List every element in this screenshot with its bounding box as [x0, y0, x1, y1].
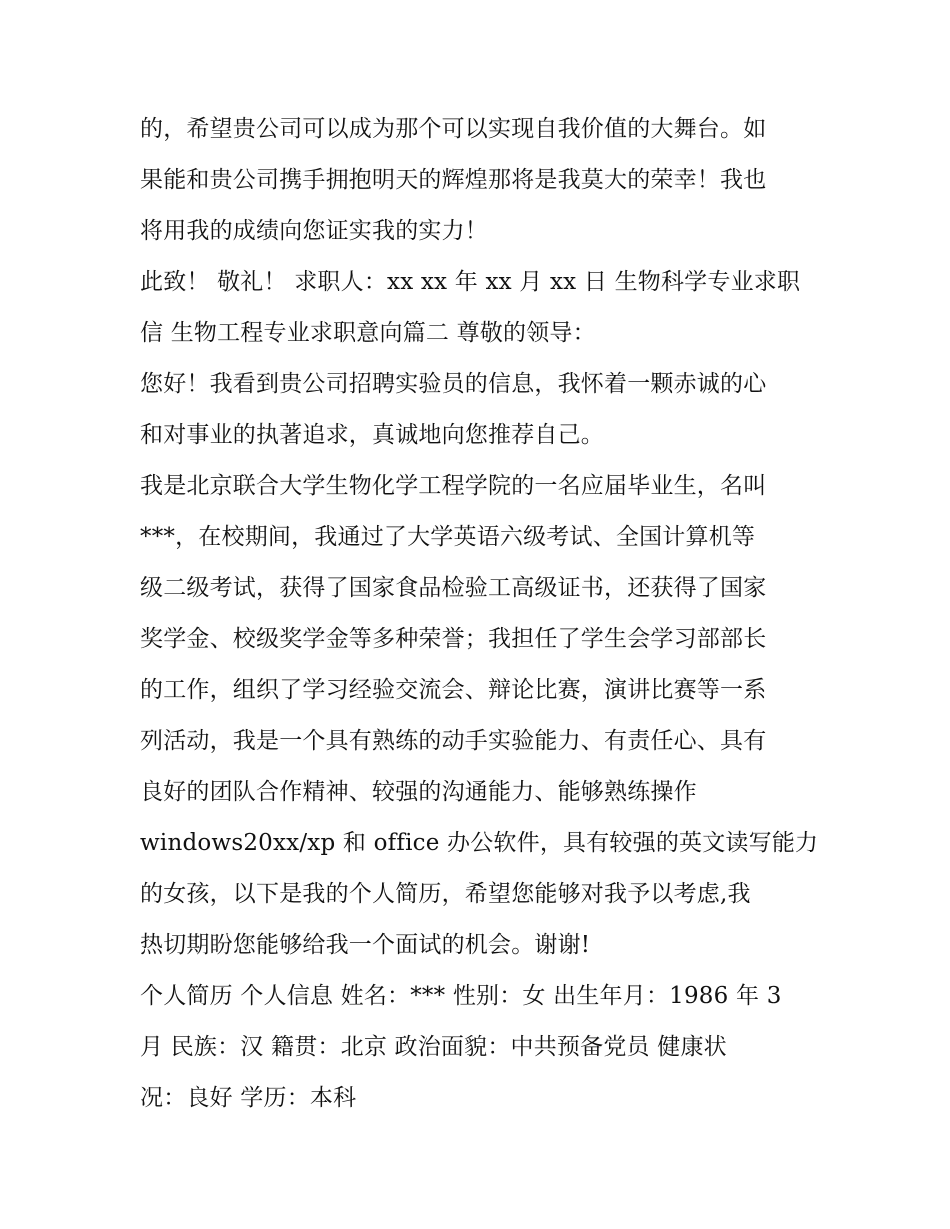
- text-line: 您好！我看到贵公司招聘实验员的信息，我怀着一颗赤诚的心: [140, 371, 767, 397]
- text-line: 热切期盼您能够给我一个面试的机会。谢谢!: [140, 932, 591, 958]
- text-line: 和对事业的执著追求，真诚地向您推荐自己。: [140, 422, 604, 448]
- text-line: 的工作，组织了学习经验交流会、辩论比赛，演讲比赛等一系: [140, 677, 767, 703]
- text-line: 个人简历 个人信息 姓名：*** 性别：女 出生年月：1986 年 3: [140, 983, 782, 1009]
- text-line: 级二级考试，获得了国家食品检验工高级证书，还获得了国家: [140, 575, 767, 601]
- body-text: [140, 104, 820, 1124]
- text-line: 此致！ 敬礼！ 求职人：xx xx 年 xx 月 xx 日 生物科学专业求职: [140, 269, 801, 295]
- text-line: 将用我的成绩向您证实我的实力！: [140, 218, 488, 244]
- text-line: 的，希望贵公司可以成为那个可以实现自我价值的大舞台。如: [140, 116, 767, 142]
- text-line: ***，在校期间，我通过了大学英语六级考试、全国计算机等: [140, 524, 756, 550]
- text-line: 果能和贵公司携手拥抱明天的辉煌那将是我莫大的荣幸！我也: [140, 167, 767, 193]
- text-line: 列活动，我是一个具有熟练的动手实验能力、有责任心、具有: [140, 728, 767, 754]
- text-line: 的女孩，以下是我的个人简历，希望您能够对我予以考虑,我: [140, 881, 751, 907]
- text-line: 我是北京联合大学生物化学工程学院的一名应届毕业生，名叫: [140, 473, 767, 499]
- text-line: windows20xx/xp 和 office 办公软件，具有较强的英文读写能力: [140, 830, 819, 856]
- text-line: 信 生物工程专业求职意向篇二 尊敬的领导：: [140, 320, 596, 346]
- text-line: 月 民族：汉 籍贯：北京 政治面貌：中共预备党员 健康状: [140, 1034, 727, 1060]
- text-line: 况：良好 学历：本科: [140, 1085, 357, 1111]
- text-line: 良好的团队合作精神、较强的沟通能力、能够熟练操作: [140, 779, 697, 805]
- text-line: 奖学金、校级奖学金等多种荣誉；我担任了学生会学习部部长: [140, 626, 767, 652]
